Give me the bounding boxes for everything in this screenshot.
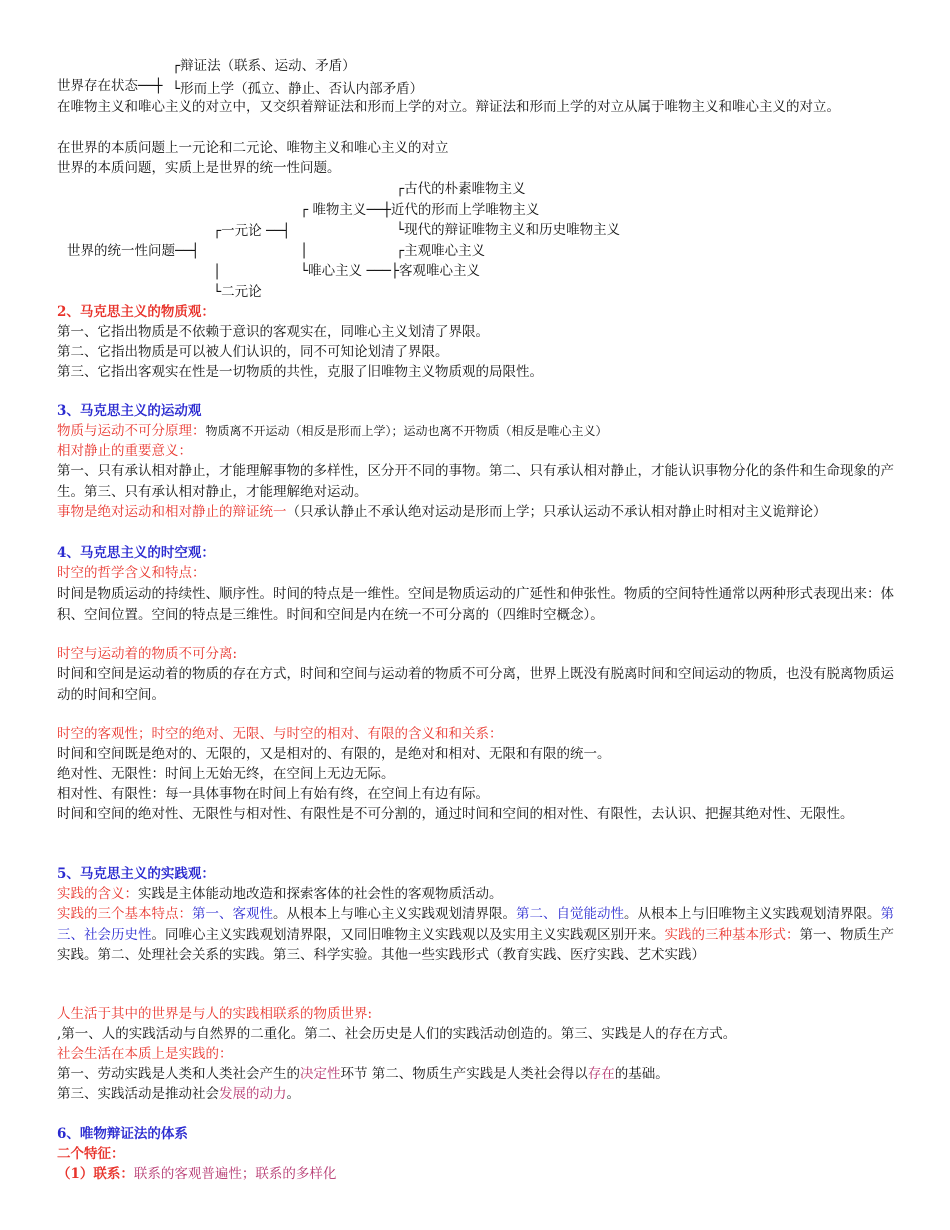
- intro-paragraph-3: 世界的本质问题，实质上是世界的统一性问题。: [57, 160, 341, 176]
- ide-item-subjective: ┌主观唯心主义: [396, 243, 486, 259]
- s6-subtitle: 二个特征：: [57, 1146, 125, 1162]
- section-3-title: 3、马克思主义的运动观: [57, 403, 202, 419]
- s5-features: 实践的三个基本特点：第一、客观性。从根本上与唯心主义实践观划清界限。第二、自觉能动性。从根本上与旧唯物主义实践观划清界限。第三、社会历史性。同唯心主义实践观划清界限，又同旧唯物主义实践观以及实用主义实践观区别开来。实践的三种基本形式：第一、物质生产实践。第二、处理社会关系的实践。第三、科学实验。其他一些实践形式（教育实践、医疗实践、艺术实践）: [57, 906, 894, 963]
- s4-heading-2: 时空与运动着的物质不可分离:: [57, 646, 238, 662]
- s5-definition: 实践的含义：实践是主体能动地改造和探索客体的社会性的客观物质活动。: [57, 886, 503, 902]
- s4-heading-3: 时空的客观性；时空的绝对、无限、与时空的相对、有限的含义和和关系：: [57, 726, 503, 742]
- s5-social-text-2: 第三、实践活动是推动社会发展的动力。: [57, 1086, 300, 1102]
- s4-paragraph-4: 绝对性、无限性：时间上无始无终，在空间上无边无际。: [57, 766, 395, 782]
- s3-rest-label: 相对静止的重要意义：: [57, 443, 192, 459]
- s5-social-text-1: 第一、劳动实践是人类和人类社会产生的决定性环节 第二、物质生产实践是人类社会得以存在的基础。: [57, 1066, 669, 1082]
- s2-item: 第三、它指出客观实在性是一切物质的共性，克服了旧唯物主义物质观的局限性。: [57, 364, 543, 380]
- dualism-node: └二元论: [213, 284, 262, 300]
- intro-paragraph-2: 在世界的本质问题上一元论和二元论、唯物主义和唯心主义的对立: [57, 140, 449, 156]
- diagram2-root: 世界的统一性问题──┤: [67, 243, 200, 259]
- s4-paragraph-3: 时间和空间既是绝对的、无限的，又是相对的、有限的，是绝对和相对、无限和有限的统一。: [57, 746, 611, 762]
- intro-paragraph-1: 在唯物主义和唯心主义的对立中，又交织着辩证法和形而上学的对立。辩证法和形而上学的对立从属于唯物主义和唯心主义的对立。: [57, 99, 840, 115]
- section-6-title: 6、唯物辩证法的体系: [57, 1126, 188, 1142]
- s4-paragraph-2: 时间和空间是运动着的物质的存在方式，时间和空间与运动着的物质不可分离，世界上既没有脱离时间和空间运动的物质，也没有脱离物质运动的时间和空间。: [57, 666, 894, 703]
- s4-paragraph-5: 相对性、有限性：每一具体事物在时间上有始有终，在空间上有边有际。: [57, 786, 489, 802]
- s5-world-label: 人生活于其中的世界是与人的实践相联系的物质世界:: [57, 1006, 373, 1022]
- monism-node: ┌一元论 ──┤: [213, 223, 291, 239]
- s2-item: 第一、它指出物质是不依赖于意识的客观实在，同唯心主义划清了界限。: [57, 324, 489, 340]
- s2-item: 第二、它指出物质是可以被人们认识的，同不可知论划清了界限。: [57, 344, 449, 360]
- section-2-title: 2、马克思主义的物质观：: [57, 304, 215, 320]
- diagram1-branch-b: └形而上学（孤立、静止、否认内部矛盾）: [172, 81, 424, 97]
- tree-vbar: │: [213, 264, 222, 280]
- bracket-bottom: └: [172, 81, 181, 97]
- bracket-top: ┌: [172, 58, 181, 74]
- diagram1-root: 世界存在状态──┼: [57, 78, 163, 94]
- s4-paragraph-6: 时间和空间的绝对性、无限性与相对性、有限性是不可分割的，通过时间和空间的相对性、有限性，去认识、把握其绝对性、无限性。: [57, 806, 854, 822]
- s4-heading-1: 时空的哲学含义和特点：: [57, 565, 206, 581]
- diagram1-branch-a: ┌辩证法（联系、运动、矛盾）: [172, 58, 356, 74]
- s5-social-label: 社会生活在本质上是实践的：: [57, 1046, 233, 1062]
- section-4-title: 4、马克思主义的时空观：: [57, 545, 215, 561]
- s3-rest-text: 第一、只有承认相对静止，才能理解事物的多样性，区分开不同的事物。第二、只有承认相对静止，才能认识事物分化的条件和生命现象的产生。第三、只有承认相对静止，才能理解绝对运动。: [57, 463, 894, 500]
- mat-item-modern: └现代的辩证唯物主义和历史唯物主义: [396, 222, 621, 238]
- s5-world-text: ,第一、人的实践活动与自然界的二重化。第二、社会历史是人们的实践活动创造的。第三、实践是人的存在方式。: [57, 1026, 737, 1042]
- tree-vbar: │: [300, 243, 309, 259]
- s3-inseparable: 物质与运动不可分原理：物质离不开运动（相反是形而上学）；运动也离不开物质（相反是唯心主义）: [57, 423, 608, 439]
- s6-item-1: （1）联系：联系的客观普遍性；联系的多样化: [57, 1166, 337, 1182]
- s3-unity: 事物是绝对运动和相对静止的辩证统一（只承认静止不承认绝对运动是形而上学；只承认运动不承认相对静止时相对主义诡辩论）: [57, 504, 827, 520]
- materialism-node: ┌ 唯物主义──┼近代的形而上学唯物主义: [300, 202, 540, 218]
- mat-item-ancient: ┌古代的朴素唯物主义: [396, 181, 526, 197]
- section-5-title: 5、马克思主义的实践观：: [57, 866, 215, 882]
- s4-paragraph-1: 时间是物质运动的持续性、顺序性。时间的特点是一维性。空间是物质运动的广延性和伸张性。物质的空间特性通常以两种形式表现出来：体积、空间位置。空间的特点是三维性。时间和空间是内在统一不可分离的（四维时空概念）。: [57, 586, 894, 623]
- idealism-node: └唯心主义 ───├客观唯心主义: [300, 263, 480, 279]
